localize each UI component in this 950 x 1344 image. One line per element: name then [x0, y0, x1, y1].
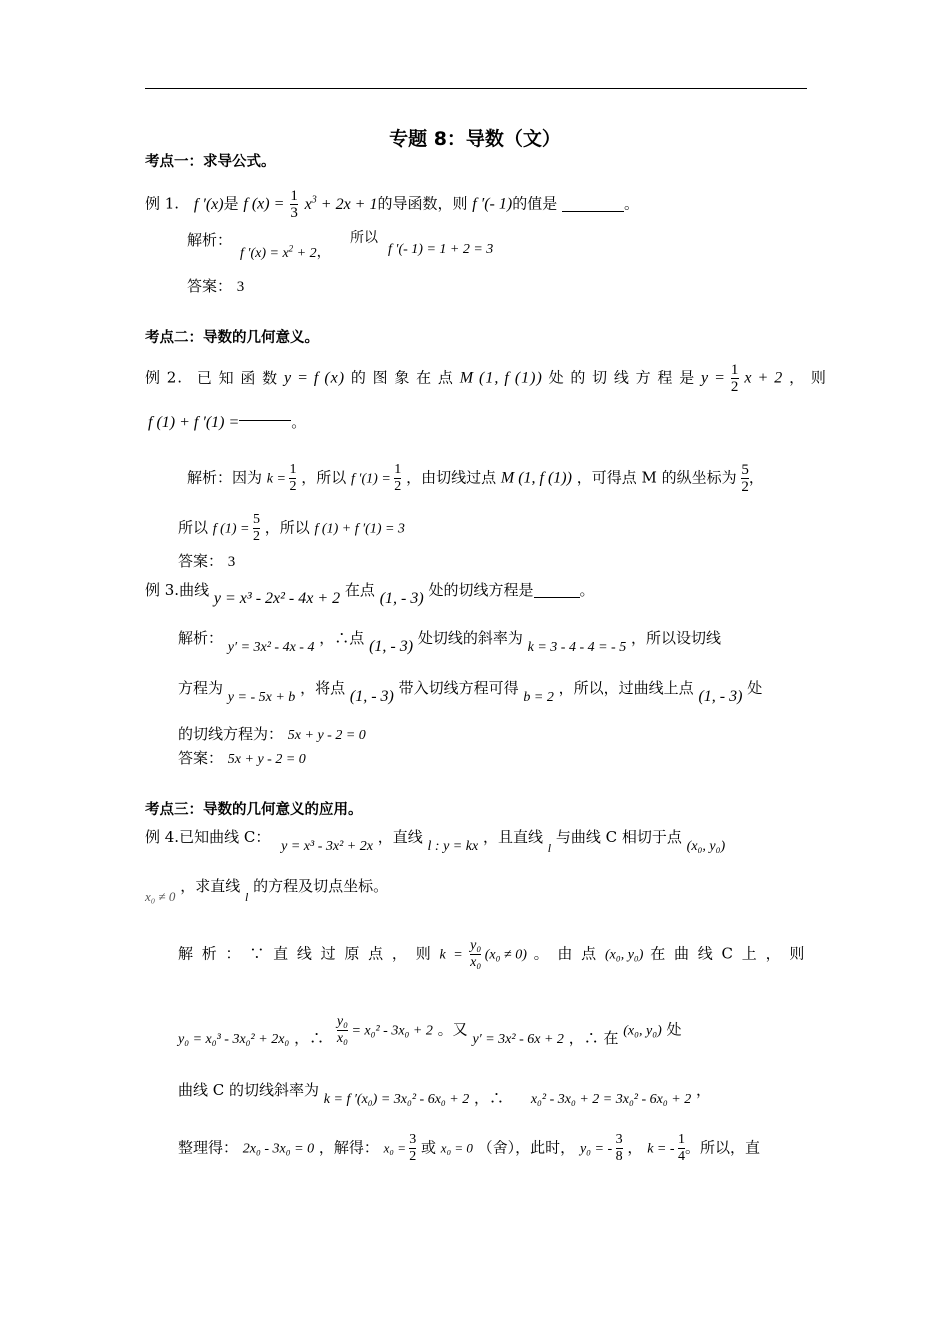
example-4-question-line1: 例 4.已知曲线 C： y = x³ - 3x² + 2x ，直线 l : y = kx ，且直线 $_l$ 与曲线 C 相切于点 (x₀, y₀) — [145, 828, 726, 855]
example-1-question: 例 1. f ′(x)是 f (x) = $\frac{1}{3}$ $x^3 + 2x + 1$的导函数，则 f ′(- 1)的值是 。 — [145, 188, 640, 221]
example-4-analysis-line1: 解 析 ： ∵ 直 线 过 原 点 ， 则 k = $\frac{\text{y₀}}{\text{x₀}}$ (x₀ ≠ 0) 。 由 点 (x₀, y₀) 在 曲 线 C 上 ， 则 — [178, 938, 807, 970]
header-rule — [145, 88, 807, 89]
example-1-analysis: 解析： — [187, 231, 233, 249]
example-1-analysis-result: f ′(- 1) = 1 + 2 = 3 — [388, 242, 494, 257]
example-1-analysis-formula: f $'(x) = x^2 + 2$， — [240, 243, 331, 261]
example-4-analysis-line2: y₀ = x₀³ - 3x₀² + 2x₀ ，∴ $\frac{\text{y₀}}{\text{x₀}}$ = x₀² - 3x₀ + 2 。又 y′ = 3x² - 6x + 2 ，∴ 在 (x₀, y₀) 处 — [178, 1014, 682, 1047]
example-4-analysis-line3: 曲线 C 的切线斜率为 k = f ′(x₀) = 3x₀² - 6x₀ + 2 ，∴ x₀² - 3x₀ + 2 = 3x₀² - 6x₀ + 2 ， — [178, 1081, 711, 1107]
example-1-analysis-so: 所以 — [350, 230, 378, 246]
example-2-answer: 答案： 3 — [178, 552, 236, 570]
example-2-question-line2: f (1) + f ′(1) = 。 — [148, 413, 307, 431]
example-2-analysis-line1: 解析：因为 k = $\frac{1}{2}$ ，所以 f ′(1) = $\frac{1}{2}$ ，由切线过点 M (1, f (1)) ，可得点 M 的纵坐标为 $\frac{5}{2}$ ， — [187, 462, 764, 495]
section-heading-1: 考点一：求导公式。 — [145, 154, 276, 170]
example-3-analysis-line3: 的切线方程为： 5x + y - 2 = 0 — [178, 725, 366, 743]
example-2-analysis-line2: 所以 f (1) = $\frac{5}{2}$ ，所以 f (1) + f ′(1) = 3 — [178, 512, 405, 544]
section-heading-3: 考点三：导数的几何意义的应用。 — [145, 802, 363, 818]
example-3-question: 例 3.曲线 y = x³ - 2x² - 4x + 2 在点 (1, - 3) 处的切线方程是 。 — [145, 581, 595, 607]
section-heading-2: 考点二：导数的几何意义。 — [145, 330, 319, 346]
example-3-analysis-line2: 方程为 y = - 5x + b ，将点 (1, - 3) 带入切线方程可得 b = 2 ，所以，过曲线上点 (1, - 3) 处 — [178, 679, 763, 705]
example-3-analysis-line1: 解析： y′ = 3x² - 4x - 4 ，∴点 (1, - 3) 处切线的斜率为 k = 3 - 4 - 4 = - 5 ，所以设切线 — [178, 629, 722, 655]
example-3-answer: 答案： 5x + y - 2 = 0 — [178, 749, 306, 767]
example-1-answer: 答案： 3 — [187, 277, 245, 295]
example-2-question-line1: 例 2. 已 知 函 数 y = f (x) 的 图 象 在 点 M (1, f (1)) 处 的 切 线 方 程 是 y = $\frac{1}{2}$ x + 2 ， 则 — [145, 362, 827, 395]
example-4-analysis-line4: 整理得： 2x₀ - 3x₀ = 0 ，解得： x₀ = $\frac{3}{2}$ 或 x₀ = 0 （舍），此时， y₀ = - $\frac{3}{8}$ ， k = - $\frac{1}{4}$ 。所以，直 — [178, 1132, 761, 1164]
example-4-question-line2: x₀ ≠ 0 ，求直线 $_l$ 的方程及切点坐标。 — [145, 877, 389, 904]
page-title: 专题 8：导数（文） — [389, 128, 561, 150]
